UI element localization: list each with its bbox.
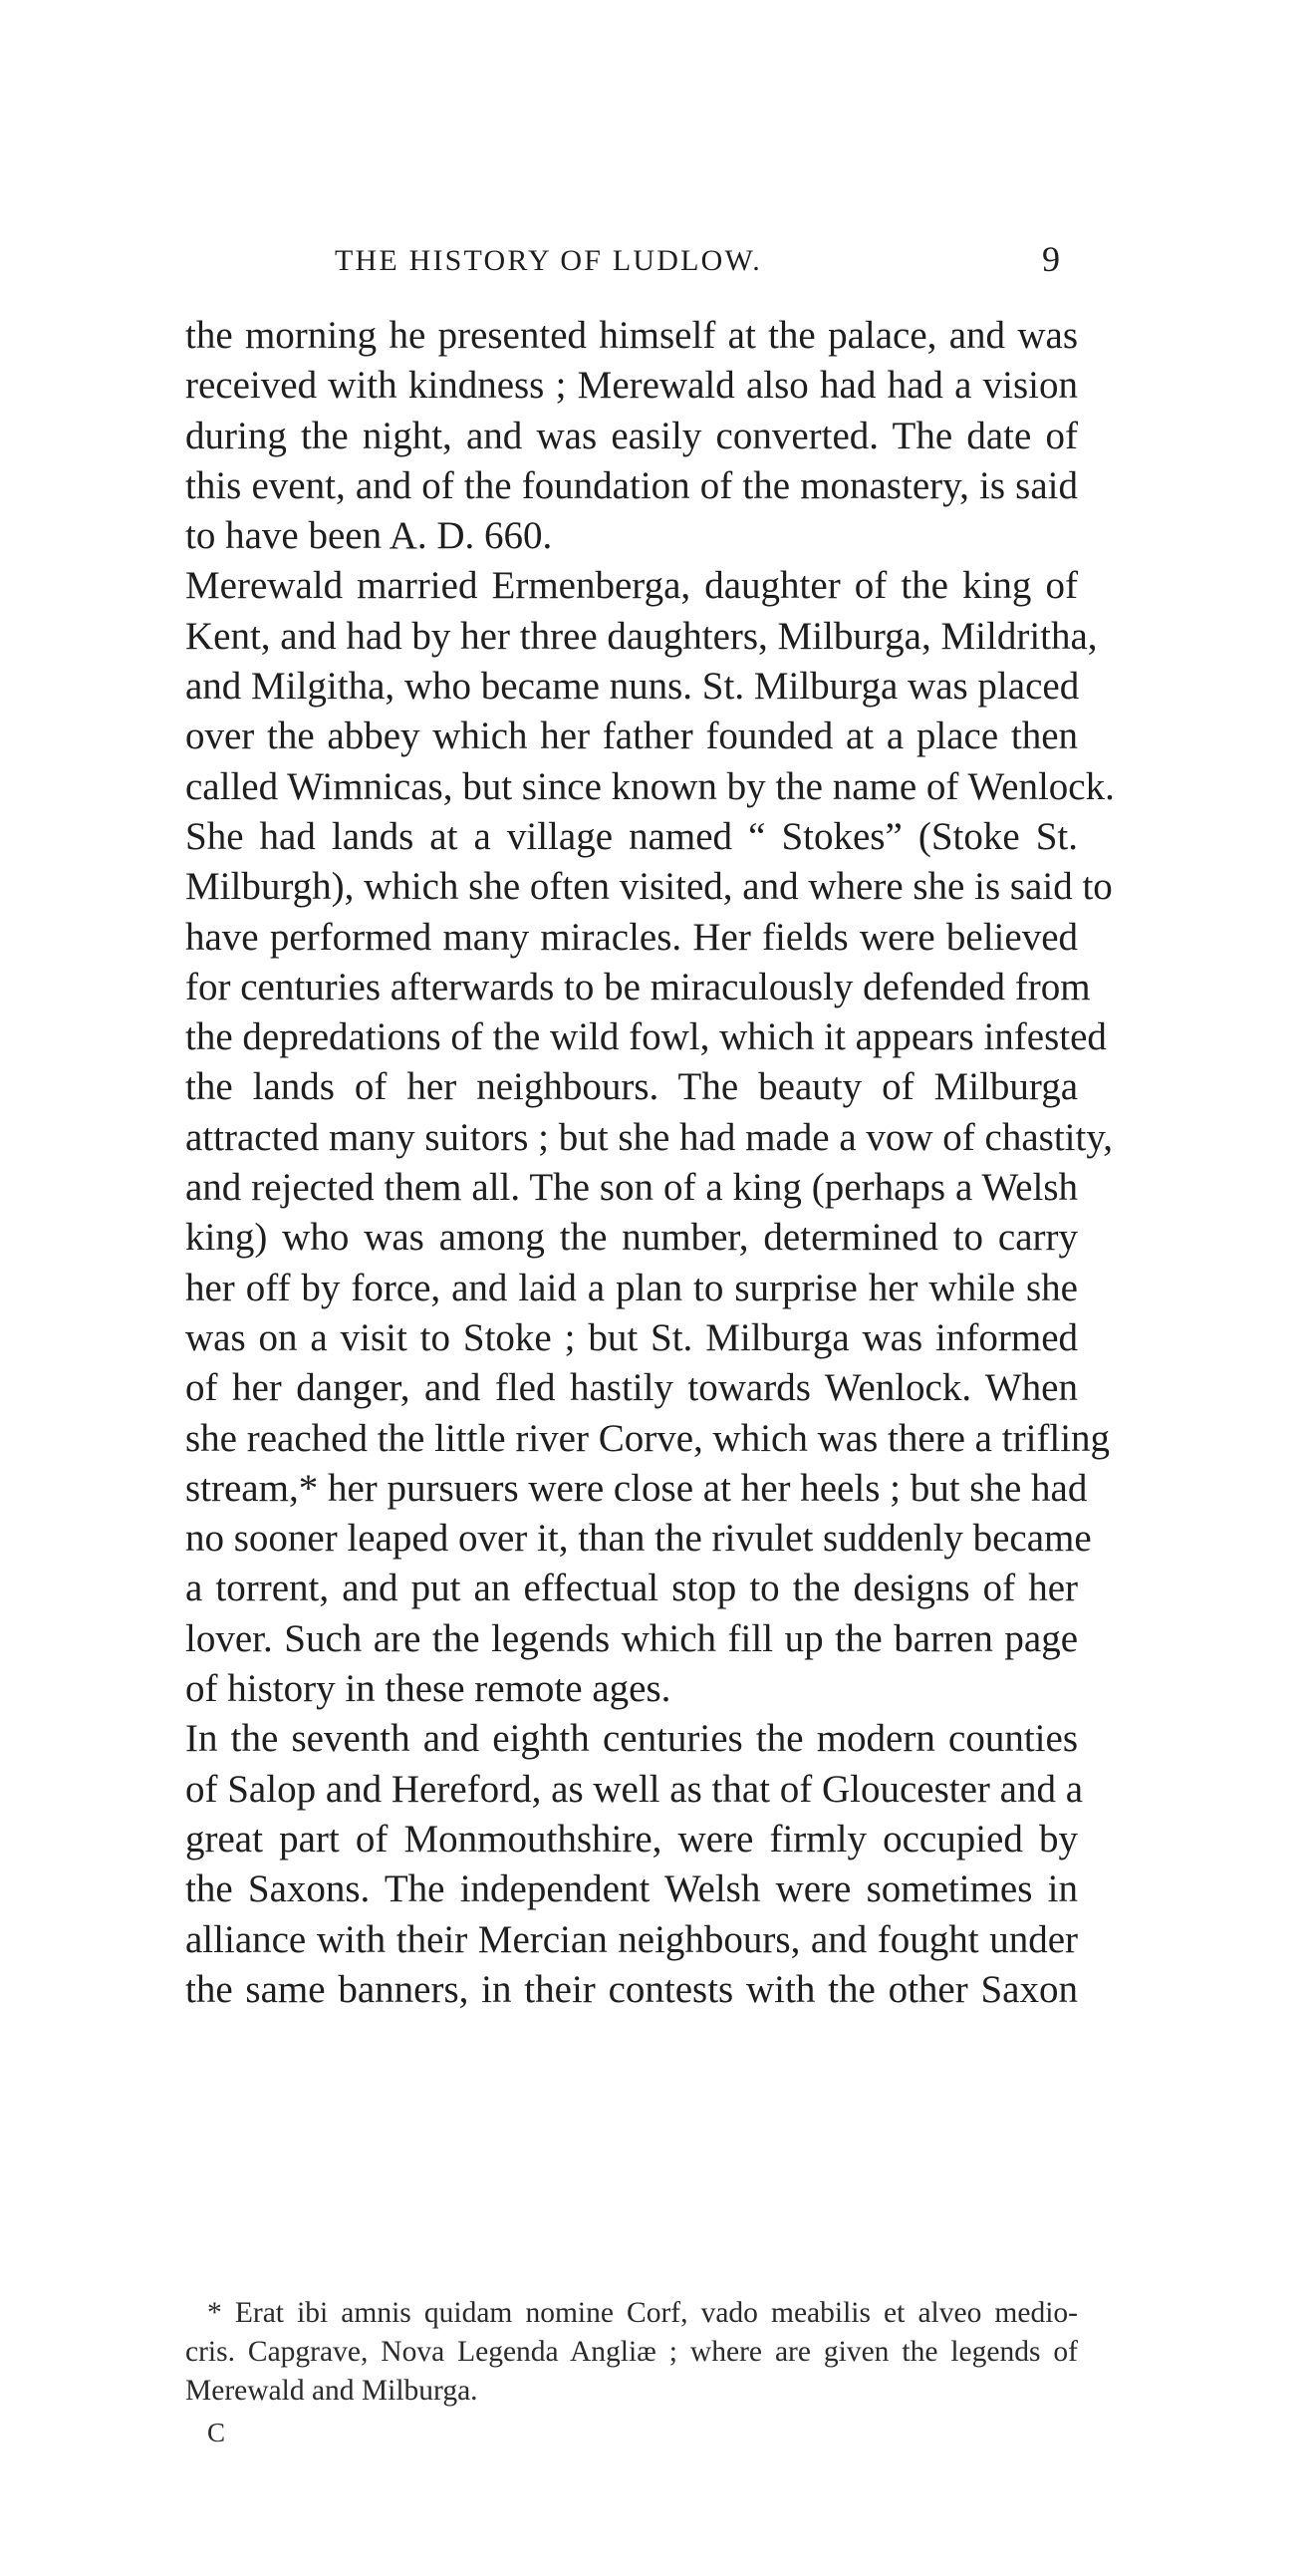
text-line: of Salop and Hereford, as well as that of Gloucester and a — [185, 1767, 1084, 1811]
text-line: the Saxons. The independent Welsh were sometimes in — [185, 1867, 1078, 1911]
text-line: over the abbey which her father founded at a place then — [185, 715, 1078, 758]
text-line: and rejected them all. The son of a king (perhaps a Welsh — [185, 1166, 1078, 1210]
text-line: she reached the little river Corve, which was there a trifling — [185, 1416, 1111, 1460]
running-title: THE HISTORY OF LUDLOW. — [335, 244, 762, 277]
text-line: a torrent, and put an effectual stop to the designs of her — [185, 1567, 1078, 1610]
text-line: the depredations of the wild fowl, which it appears infested — [185, 1015, 1107, 1059]
page-number: 9 — [1042, 239, 1060, 279]
footnote-line: cris. Capgrave, Nova Legenda Angliæ ; where are given the legends of — [185, 2336, 1078, 2368]
text-line: attracted many suitors ; but she had made a vow of chastity, — [185, 1115, 1114, 1159]
text-line: was on a visit to Stoke ; but St. Milburga was informed — [185, 1315, 1078, 1359]
text-line: her off by force, and laid a plan to surprise her while she — [185, 1266, 1078, 1309]
text-line: called Wimnicas, but since known by the name of Wenlock. — [185, 764, 1115, 808]
text-line: alliance with their Mercian neighbours, and fought under — [185, 1917, 1078, 1961]
text-line: She had lands at a village named “ Stokes” (Stoke St. — [185, 814, 1078, 858]
text-line: Kent, and had by her three daughters, Milburga, Mildritha, — [185, 614, 1098, 658]
text-line: king) who was among the number, determined to carry — [185, 1216, 1078, 1260]
text-line: received with kindness ; Merewald also had had a vision — [185, 364, 1078, 408]
text-line: no sooner leaped over it, than the rivulet suddenly became — [185, 1517, 1092, 1561]
text-line: this event, and of the foundation of the monastery, is said — [185, 463, 1078, 507]
text-line: In the seventh and eighth centuries the modern counties — [185, 1717, 1078, 1761]
footnote-line: * Erat ibi amnis quidam nomine Corf, vado meabilis et alveo medio- — [207, 2297, 1078, 2329]
text-line: lover. Such are the legends which fill up the barren page — [185, 1616, 1078, 1660]
text-line: the lands of her neighbours. The beauty of Milburga — [185, 1065, 1078, 1109]
footnote — [185, 2294, 1078, 2411]
text-line: the morning he presented himself at the palace, and was — [185, 314, 1078, 357]
text-line: Milburgh), which she often visited, and where she is said to — [185, 865, 1113, 909]
signature-mark: C — [207, 2418, 226, 2447]
text-line: of her danger, and fled hastily towards Wenlock. When — [185, 1366, 1078, 1410]
footnote-line: Merewald and Milburga. — [185, 2375, 478, 2407]
running-head — [335, 241, 1060, 281]
text-line: Merewald married Ermenberga, daughter of the king of — [185, 564, 1078, 608]
text-line: great part of Monmouthshire, were firmly occupied by — [185, 1817, 1078, 1860]
text-line: to have been A. D. 660. — [185, 514, 553, 558]
text-line: of history in these remote ages. — [185, 1667, 671, 1711]
text-line: the same banners, in their contests with the other Saxon — [185, 1967, 1078, 2011]
text-line: have performed many miracles. Her fields were believed — [185, 915, 1078, 959]
text-line: and Milgitha, who became nuns. St. Milburga was placed — [185, 665, 1080, 709]
body-text — [185, 311, 1115, 2015]
text-line: for centuries afterwards to be miraculously defended from — [185, 965, 1091, 1008]
text-line: during the night, and was easily converted. The date of — [185, 414, 1078, 457]
text-line: stream,* her pursuers were close at her heels ; but she had — [185, 1466, 1088, 1510]
